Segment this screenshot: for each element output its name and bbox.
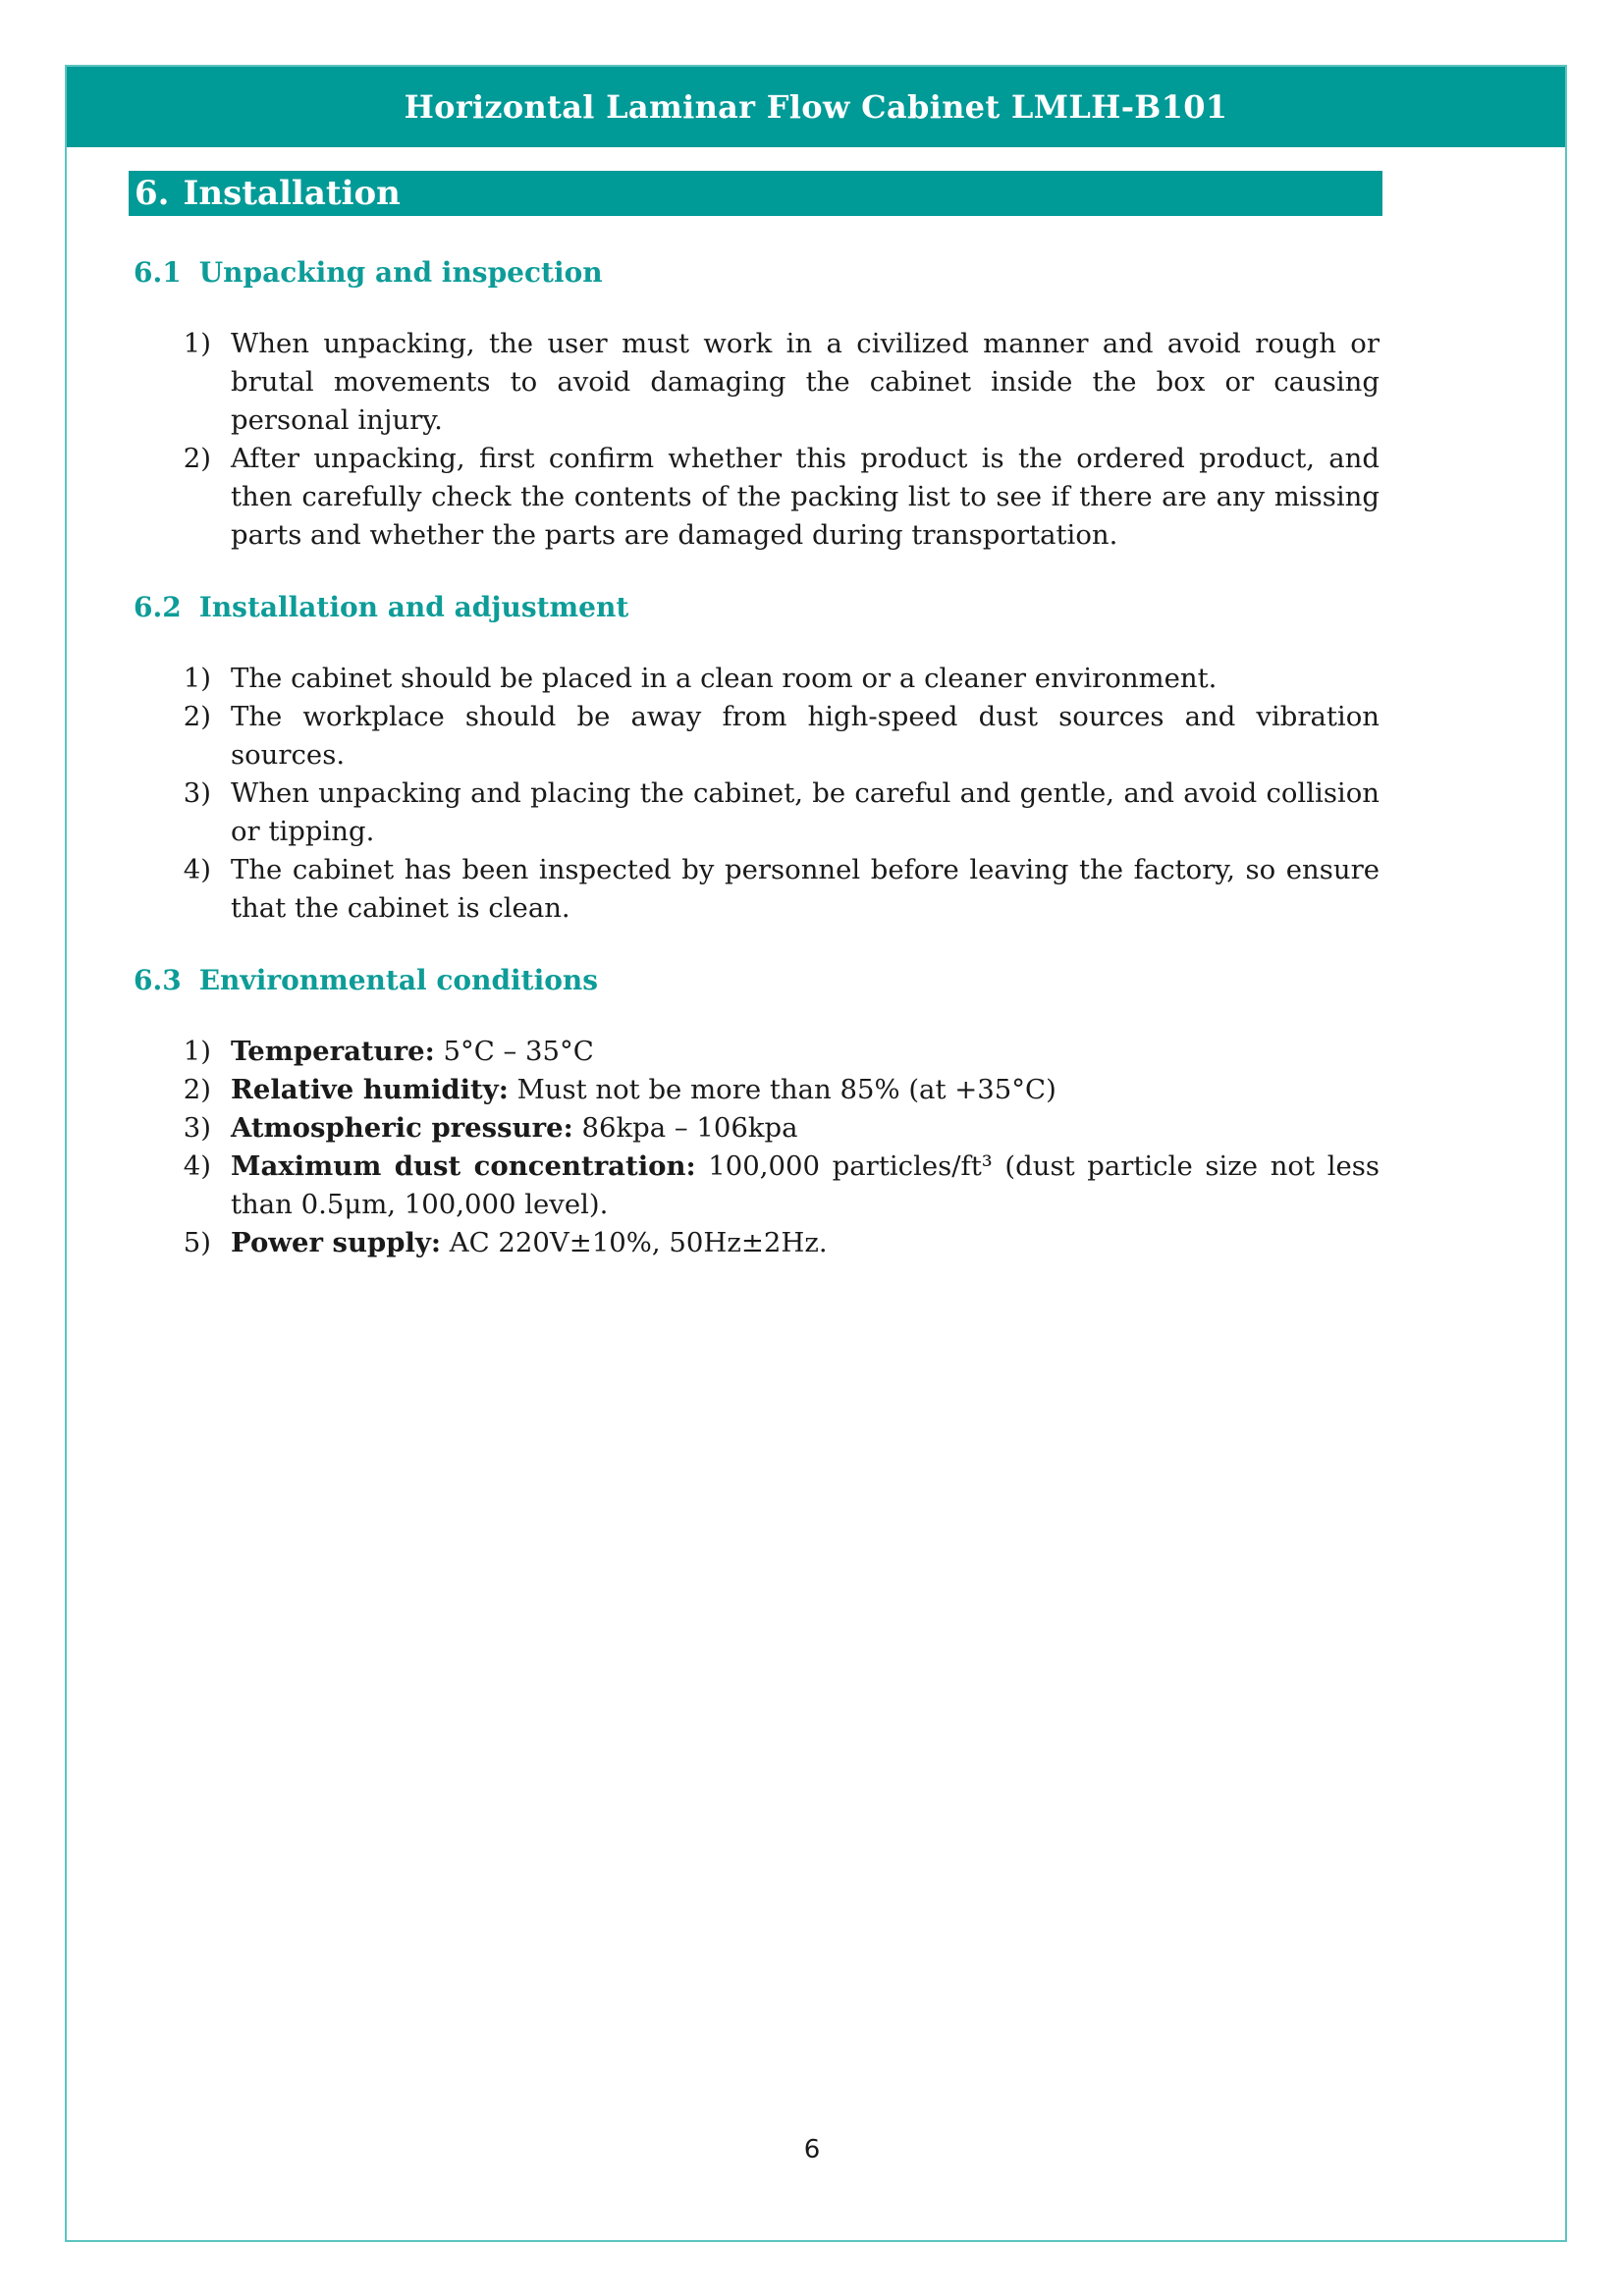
list-marker: 2) xyxy=(183,443,211,474)
condition-label: Power supply: xyxy=(231,1227,442,1258)
section-title: Installation xyxy=(183,174,401,213)
list-item xyxy=(129,440,1382,555)
list-marker: 1) xyxy=(183,663,211,694)
subsection-title: Unpacking and inspection xyxy=(198,256,603,289)
condition-label: Maximum dust concentration: xyxy=(231,1150,696,1182)
list-item xyxy=(129,1224,1382,1262)
list-item-text: The cabinet should be placed in a clean room or a cleaner environment. xyxy=(231,663,1218,694)
subsection-number: 6.1 xyxy=(134,256,182,289)
list-marker: 4) xyxy=(183,854,211,885)
list-item xyxy=(129,325,1382,440)
subsection-heading-installation xyxy=(134,591,1382,623)
list-item-text: After unpacking, first confirm whether this product is the ordered product, and then carefully check the contents of the packing list to see if there are any missing parts and whether the parts are damaged during transportation. xyxy=(231,443,1380,551)
subsection-title: Installation and adjustment xyxy=(198,591,629,623)
section-number: 6. xyxy=(135,174,170,213)
list-marker: 1) xyxy=(183,1036,211,1067)
list-marker: 3) xyxy=(183,1112,211,1144)
list-item-text xyxy=(231,1071,1382,1109)
list-marker: 2) xyxy=(183,1074,211,1105)
list-item xyxy=(129,851,1382,928)
list-marker: 2) xyxy=(183,701,211,732)
list-item-text: When unpacking, the user must work in a civilized manner and avoid rough or brutal movements to avoid damaging the cabinet inside the box or causing personal injury. xyxy=(231,328,1380,436)
list-item-text xyxy=(231,1033,1382,1071)
list-item-text: When unpacking and placing the cabinet, be careful and gentle, and avoid collision or tipping. xyxy=(231,777,1380,847)
condition-value: 100,000 particles/ft³ (dust particle size not less than 0.5μm, 100,000 level). xyxy=(231,1150,1380,1220)
condition-value: Must not be more than 85% (at +35°C) xyxy=(516,1074,1056,1105)
list-item-text xyxy=(231,1224,1382,1262)
header-bar xyxy=(67,67,1565,147)
subsection-heading-environment xyxy=(134,964,1382,996)
subsection-number: 6.3 xyxy=(134,964,182,996)
condition-label: Relative humidity: xyxy=(231,1074,509,1105)
condition-label: Atmospheric pressure: xyxy=(231,1112,573,1144)
subsection-title: Environmental conditions xyxy=(198,964,599,996)
environment-list xyxy=(129,1033,1382,1262)
list-item xyxy=(129,774,1382,851)
section-heading xyxy=(129,171,1382,216)
condition-value: 5°C – 35°C xyxy=(443,1036,594,1067)
page-content xyxy=(129,171,1382,1262)
installation-list xyxy=(129,660,1382,928)
subsection-number: 6.2 xyxy=(134,591,182,623)
list-marker: 4) xyxy=(183,1150,211,1182)
unpacking-list xyxy=(129,325,1382,555)
subsection-heading-unpacking xyxy=(134,256,1382,289)
document-title: Horizontal Laminar Flow Cabinet LMLH-B101 xyxy=(404,88,1228,126)
list-item xyxy=(129,660,1382,698)
list-item xyxy=(129,1071,1382,1109)
condition-label: Temperature: xyxy=(231,1036,435,1067)
list-marker: 3) xyxy=(183,777,211,809)
list-item-text xyxy=(231,1109,1382,1148)
list-item xyxy=(129,1148,1382,1224)
list-item-text: The cabinet has been inspected by personnel before leaving the factory, so ensure that the cabinet is clean. xyxy=(231,854,1380,924)
list-item xyxy=(129,698,1382,774)
list-marker: 5) xyxy=(183,1227,211,1258)
page-number: 6 xyxy=(803,2135,821,2164)
condition-value: AC 220V±10%, 50Hz±2Hz. xyxy=(449,1227,828,1258)
list-marker: 1) xyxy=(183,328,211,359)
list-item-text xyxy=(231,1148,1382,1224)
list-item xyxy=(129,1033,1382,1071)
condition-value: 86kpa – 106kpa xyxy=(581,1112,798,1144)
list-item xyxy=(129,1109,1382,1148)
list-item-text: The workplace should be away from high-speed dust sources and vibration sources. xyxy=(231,701,1380,771)
